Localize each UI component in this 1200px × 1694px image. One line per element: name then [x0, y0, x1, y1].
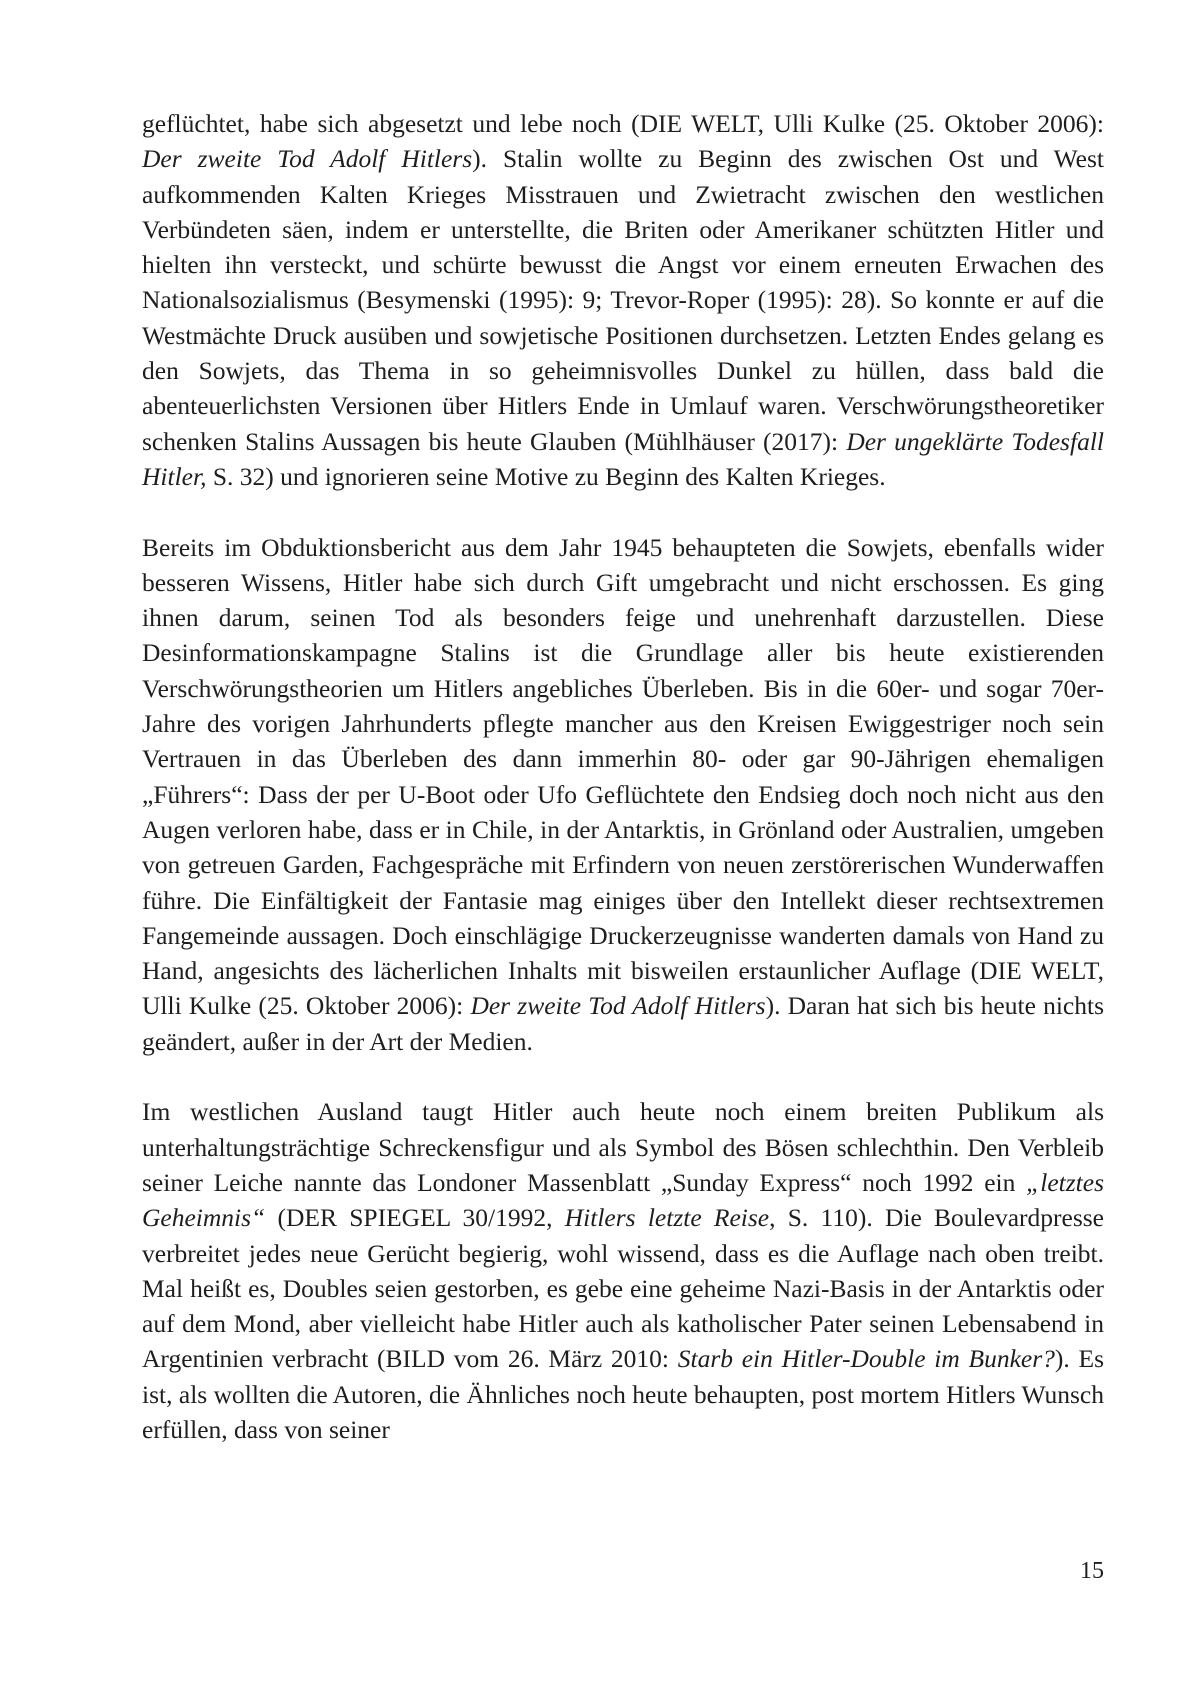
italic-title: Hitlers letzte Reise — [564, 1203, 770, 1233]
text-run: Im westlichen Ausland taugt Hitler auch heute noch einem breiten Publikum als unterhaltungsträchtige Schreckensfigur und als Symbol des Bösen schlechthin. Den Verbleib seiner Leiche nannte das Londoner Massenblatt „Sunday Express“ noch 1992 ein — [142, 1097, 1104, 1197]
paragraph-1 — [142, 106, 1104, 494]
italic-title: Der zweite Tod Adolf Hitlers — [470, 991, 766, 1021]
text-run: ). Es ist, als wollten die Autoren, die Ähnliches noch heute behaupten, post mortem Hitlers Wunsch erfüllen, dass von seiner — [142, 1344, 1104, 1444]
text-run: S. 32) und ignorieren seine Motive zu Beginn des Kalten Krieges. — [206, 461, 886, 491]
italic-title: Der zweite Tod Adolf Hitlers — [142, 144, 473, 174]
italic-quote: „letztes Geheimnis“ — [142, 1167, 1104, 1233]
italic-title: Der ungeklärte Todesfall Hitler, — [142, 426, 1104, 491]
text-run: ). Daran hat sich bis heute nichts geändert, außer in der Art der Medien. — [142, 991, 1105, 1056]
text-run: ). Stalin wollte zu Beginn des zwischen Ost und West aufkommenden Kalten Krieges Misstrauen und Zwietracht zwischen den westlichen Verbündeten säen, indem er unterstellte, die Briten oder Amerikaner schützten Hitler und hielten ihn versteckt, und schürte bewusst die Angst vor einem erneuten Erwachen des Nationalsozialismus (Besymenski (1995): 9; Trevor-Roper (1995): 28). So konnte er auf die Westmächte Druck ausüben und sowjetische Positionen durchsetzen. Letzten Endes gelang es den Sowjets, das Thema in so geheimnisvolles Dunkel zu hüllen, dass bald die abenteuerlichsten Versionen über Hitlers Ende in Umlauf waren. Verschwörungstheoretiker schenken Stalins Aussagen bis heute Glauben (Mühlhäuser (2017): — [142, 144, 1105, 456]
text-run: (DER SPIEGEL 30/1992, — [265, 1203, 565, 1233]
paragraph-3 — [142, 1094, 1104, 1447]
body-text — [142, 106, 1104, 1447]
text-run: , S. 110). Die Boulevardpresse verbreitet jedes neue Gerücht begierig, wohl wissend, dass es die Auflage nach oben treibt. Mal heißt es, Doubles seien gestorben, es gebe eine geheime Nazi-Basis in der Antarktis oder auf dem Mond, aber vielleicht habe Hitler auch als katholischer Pater seinen Lebensabend in Argentinien verbracht (BILD vom 26. März 2010: — [142, 1203, 1104, 1374]
page-number: 15 — [1080, 1558, 1104, 1584]
text-run: Bereits im Obduktionsbericht aus dem Jahr 1945 behaupteten die Sowjets, ebenfalls wider besseren Wissens, Hitler habe sich durch Gift umgebracht und nicht erschossen. Es ging ihnen darum, seinen Tod als besonders feige und unehrenhaft darzustellen. Diese Desinformationskampagne Stalins ist die Grundlage aller bis heute existierenden Verschwörungstheorien um Hitlers angebliches Überleben. Bis in die 60er- und sogar 70er-Jahre des vorigen Jahrhunderts pflegte mancher aus den Kreisen Ewiggestriger noch sein Vertrauen in das Überleben des dann immerhin 80- oder gar 90-Jährigen ehemaligen „Führers“: Dass der per U-Boot oder Ufo Geflüchtete den Endsieg doch noch nicht aus den Augen verloren habe, dass er in Chile, in der Antarktis, in Grönland oder Australien, umgeben von getreuen Garden, Fachgespräche mit Erfindern von neuen zerstörerischen Wunderwaffen führe. Die Einfältigkeit der Fantasie mag einiges über den Intellekt dieser rechtsextremen Fangemeinde aussagen. Doch einschlägige Druckerzeugnisse wanderten damals von Hand zu Hand, angesichts des lächerlichen Inhalts mit bisweilen erstaunlicher Auflage (DIE WELT, Ulli Kulke (25. Oktober 2006): — [142, 532, 1104, 1021]
paragraph-2 — [142, 530, 1104, 1059]
text-run: geflüchtet, habe sich abgesetzt und lebe noch (DIE WELT, Ulli Kulke (25. Oktober 2006): — [142, 109, 1104, 138]
italic-title: Starb ein Hitler-Double im Bunker? — [677, 1344, 1055, 1374]
